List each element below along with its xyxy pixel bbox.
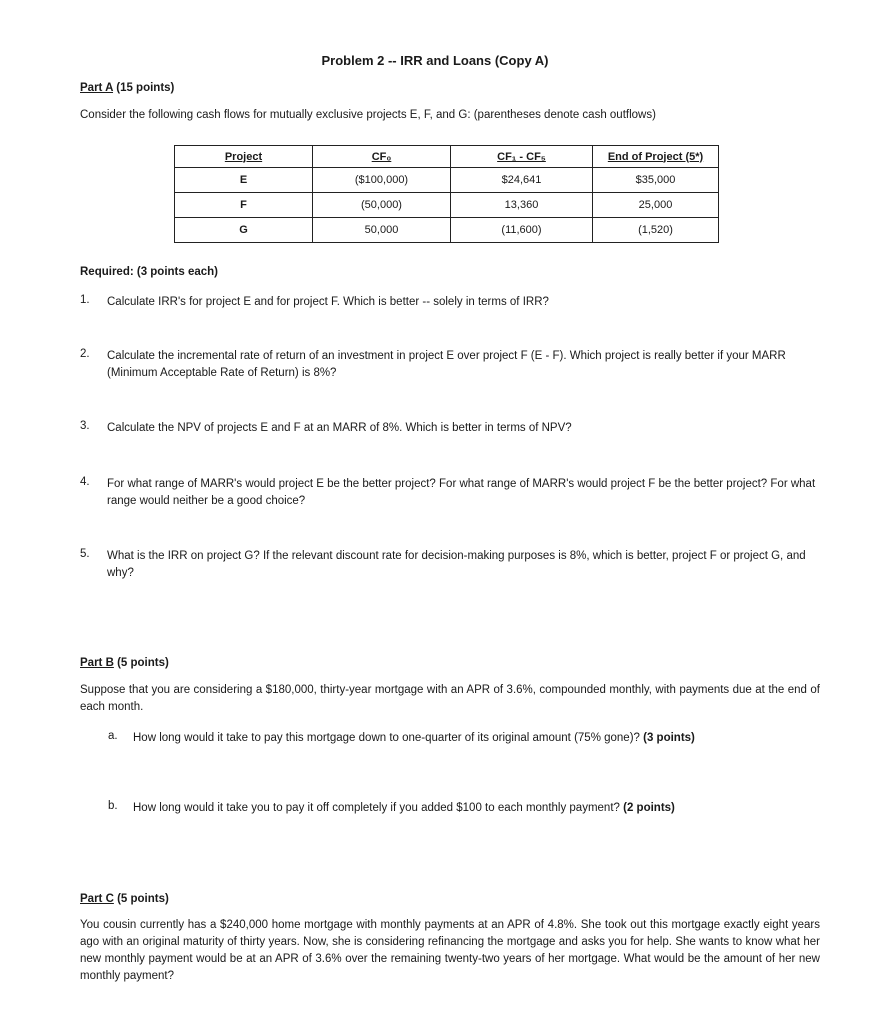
part-b-label: Part B — [80, 657, 114, 669]
subquestion-number: b. — [108, 800, 118, 812]
end-cell: 25,000 — [593, 193, 719, 218]
subquestion-body: How long would it take you to pay it off completely if you added $100 to each monthly payment? — [133, 802, 620, 814]
question-number: 5. — [80, 548, 90, 560]
header-end-of-project: End of Project (5*) — [607, 150, 704, 163]
subquestion-points: (2 points) — [623, 802, 675, 814]
part-c-label: Part C — [80, 893, 114, 905]
question-text: What is the IRR on project G? If the relevant discount rate for decision-making purposes is 8%, which is better, project F or project G, and why? — [107, 550, 806, 579]
required-heading: Required: (3 points each) — [80, 266, 219, 278]
table-row — [175, 218, 719, 243]
part-b-intro: Suppose that you are considering a $180,000, thirty-year mortgage with an APR of 3.6%, compounded monthly, with payments due at the end of each month. — [80, 684, 820, 713]
subquestion-text — [133, 730, 813, 747]
header-cf0: CF₀ — [371, 150, 392, 163]
question-number: 4. — [80, 476, 90, 488]
header-cf1-cf5: CF₁ - CF₅ — [497, 150, 546, 163]
question-text: Calculate the incremental rate of return of an investment in project E over project F (E - F). Which project is really better if your MARR (Minimum Acceptable Rate of Return) is 8%? — [107, 350, 786, 379]
question-text: For what range of MARR's would project E be the better project? For what range of MARR's would project F be the better project? For what range would neither be a good choice? — [107, 478, 816, 507]
part-a-label: Part A — [80, 82, 114, 94]
part-c-heading — [80, 893, 169, 905]
subquestion-points: (3 points) — [643, 732, 695, 744]
cf1-5-cell: (11,600) — [451, 218, 593, 243]
cf1-5-cell: 13,360 — [451, 193, 593, 218]
end-cell: (1,520) — [593, 218, 719, 243]
cf0-cell: 50,000 — [313, 218, 451, 243]
table-row — [175, 193, 719, 218]
part-c-text: You cousin currently has a $240,000 home mortgage with monthly payments at an APR of 4.8%. She took out this mortgage exactly eight years ago with an original maturity of thirty years. Now, she is considering refinancing the mortgage and asks you for help. She wants to know what her new monthly payment would be at an APR of 3.6% over the remaining twenty-two years of her mortgage. What would be the amount of her new monthly payment? — [80, 919, 820, 982]
part-a-intro: Consider the following cash flows for mutually exclusive projects E, F, and G: (parentheses denote cash outflows) — [80, 109, 656, 121]
part-b-points: (5 points) — [117, 657, 169, 669]
header-project: Project — [224, 150, 263, 163]
project-cell: E — [175, 168, 313, 193]
question-text: Calculate IRR's for project E and for project F. Which is better -- solely in terms of IRR? — [107, 296, 549, 308]
part-b-heading — [80, 657, 169, 669]
table-row — [175, 168, 719, 193]
part-c-points: (5 points) — [117, 893, 169, 905]
project-cell: F — [175, 193, 313, 218]
cf0-cell: ($100,000) — [313, 168, 451, 193]
question-number: 3. — [80, 420, 90, 432]
subquestion-body: How long would it take to pay this mortgage down to one-quarter of its original amount (75% gone)? — [133, 732, 640, 744]
part-a-heading — [80, 82, 174, 94]
question-number: 2. — [80, 348, 90, 360]
subquestion-number: a. — [108, 730, 118, 742]
project-cell: G — [175, 218, 313, 243]
question-number: 1. — [80, 294, 90, 306]
cash-flow-table — [174, 145, 719, 243]
subquestion-text — [133, 800, 813, 817]
part-a-points: (15 points) — [116, 82, 175, 94]
end-cell: $35,000 — [593, 168, 719, 193]
question-text: Calculate the NPV of projects E and F at an MARR of 8%. Which is better in terms of NPV? — [107, 422, 572, 434]
table-header-row — [175, 146, 719, 168]
cf1-5-cell: $24,641 — [451, 168, 593, 193]
problem-title: Problem 2 -- IRR and Loans (Copy A) — [321, 53, 549, 68]
cf0-cell: (50,000) — [313, 193, 451, 218]
